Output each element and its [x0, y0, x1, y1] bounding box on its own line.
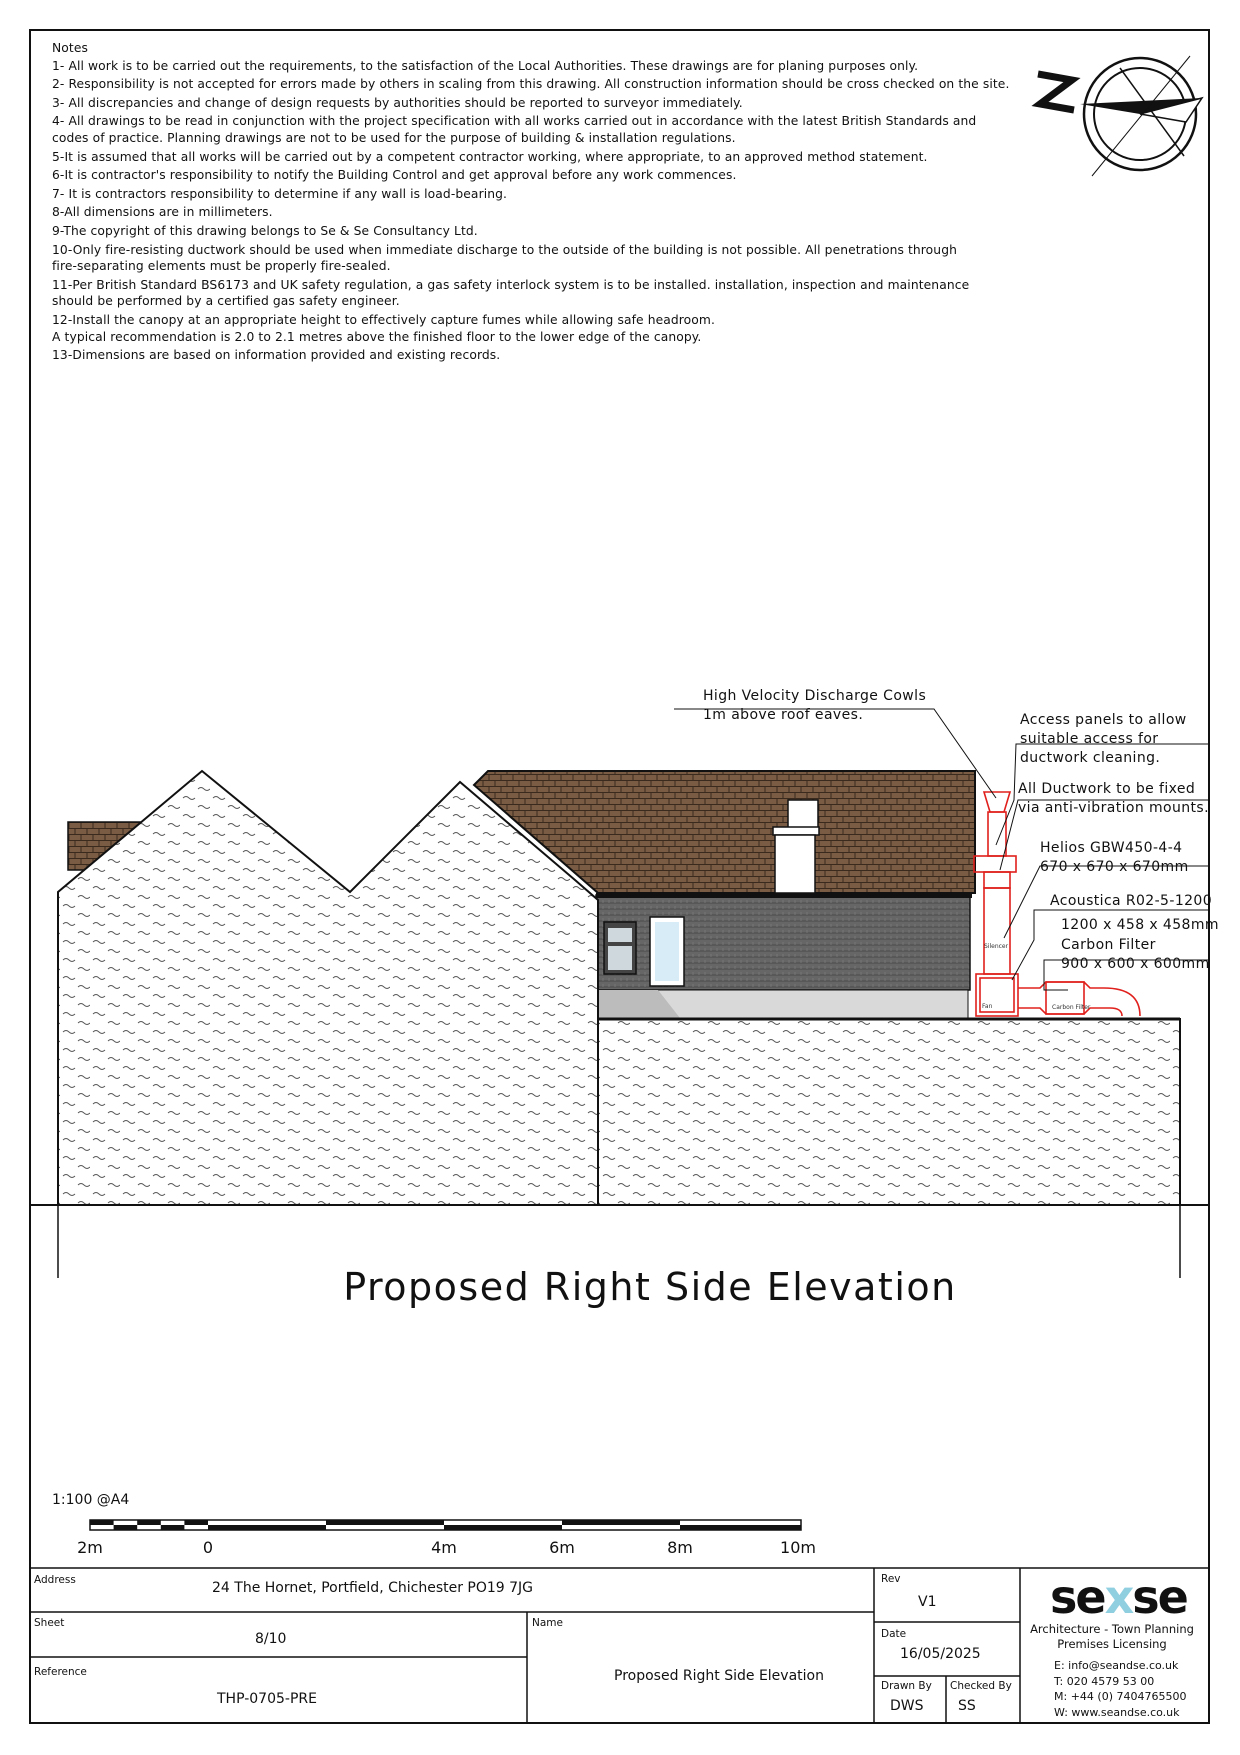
sheet-value: 8/10	[255, 1631, 287, 1647]
north-arrow-icon	[1038, 56, 1202, 176]
address-value: 24 The Hornet, Portfield, Chichester PO19 7JG	[212, 1580, 534, 1596]
name-value: Proposed Right Side Elevation	[614, 1668, 824, 1684]
sheet-label: Sheet	[34, 1617, 65, 1629]
company-services: Architecture - Town Planning Premises Licensing	[1030, 1622, 1194, 1651]
name-label: Name	[532, 1617, 563, 1629]
logo-part: x	[1104, 1570, 1133, 1624]
window-small	[604, 922, 636, 974]
callout-fan: Helios GBW450-4-4 670 x 670 x 670mm	[1040, 840, 1189, 875]
note-12: 12-Install the canopy at an appropriate height to effectively capture fumes while allowing safe headroom. A typical recommendation is 2.0 to 2.1 metres above the finished floor to the lower edge of the canopy.	[52, 312, 716, 344]
note-10: 10-Only fire-resisting ductwork should be used when immediate discharge to the outside of the building is not possible. All penetrations through fire-separating elements must be properly fire-sealed.	[52, 242, 957, 274]
note-5: 5-It is assumed that all works will be carried out by a competent contractor working, where appropriate, to an approved method statement.	[52, 149, 928, 164]
address-label: Address	[34, 1574, 76, 1586]
window-tall	[650, 917, 684, 986]
scale-tick: 8m	[667, 1538, 693, 1557]
date-label: Date	[881, 1628, 907, 1640]
note-11: 11-Per British Standard BS6173 and UK safety regulation, a gas safety interlock system is to be installed. installation, inspection and maintenance should be performed by a certified gas safety engineer.	[52, 277, 970, 309]
boundary-wall	[598, 1019, 1180, 1205]
note-6: 6-It is contractor's responsibility to notify the Building Control and get approval before any work commences.	[52, 168, 737, 183]
note-2: 2- Responsibility is not accepted for errors made by others in scaling from this drawing. All construction information should be cross checked on the site.	[52, 77, 1010, 92]
gable-building	[58, 771, 598, 1205]
eaves-line	[596, 893, 972, 898]
company-contacts	[1054, 1658, 1186, 1720]
checked-by-label: Checked By	[950, 1680, 1012, 1692]
note-4: 4- All drawings to be read in conjunction with the project specification with all works carried out in accordance with the latest British Standards and codes of practice. Planning drawings are not to be used for the purpose of building & installation regulations.	[52, 114, 977, 145]
tag-carbon-filter: Carbon Filter	[1052, 1004, 1091, 1011]
callout-silencer-size: 1200 x 458 x 458mm	[1061, 917, 1219, 933]
note-13: 13-Dimensions are based on information provided and existing records.	[52, 348, 501, 363]
scale-tick: 0	[202, 1538, 214, 1557]
scale-tick: 10m	[780, 1538, 816, 1557]
callout-silencer: Acoustica R02-5-1200	[1050, 893, 1213, 909]
scale-tick: 6m	[549, 1538, 575, 1557]
logo-part: se	[1132, 1570, 1187, 1624]
tag-silencer: Silencer	[984, 943, 1009, 950]
checked-by-value: SS	[958, 1698, 976, 1714]
company-web[interactable]: W: www.seandse.co.uk	[1054, 1705, 1180, 1719]
scale-tick: 4m	[431, 1538, 457, 1557]
drawn-by-value: DWS	[890, 1698, 924, 1714]
note-8: 8-All dimensions are in millimeters.	[52, 205, 273, 220]
scale-label: 1:100 @A4	[52, 1492, 130, 1508]
logo-part: se	[1050, 1570, 1105, 1624]
notes-heading: Notes	[52, 41, 89, 55]
callout-carbon-filter: Carbon Filter 900 x 600 x 600mm	[1061, 937, 1210, 972]
drawing-title: Proposed Right Side Elevation	[343, 1265, 957, 1309]
note-7: 7- It is contractors responsibility to determine if any wall is load-bearing.	[52, 186, 508, 201]
note-1: 1- All work is to be carried out the requirements, to the satisfaction of the Local Authorities. These drawings are for planing purposes only.	[52, 58, 919, 73]
company-mobile: M: +44 (0) 7404765500	[1054, 1690, 1187, 1703]
reference-label: Reference	[34, 1666, 87, 1678]
company-tel: T: 020 4579 53 00	[1054, 1674, 1155, 1688]
scale-tick: 2m	[77, 1538, 103, 1557]
note-3: 3- All discrepancies and change of design requests by authorities should be reported to surveyor immediately.	[52, 95, 743, 110]
tag-fan: Fan	[982, 1003, 993, 1010]
scale-bar	[90, 1520, 801, 1530]
callout-anti-vibration: All Ductwork to be fixed via anti-vibration mounts.	[1018, 781, 1209, 816]
rev-value: V1	[918, 1594, 937, 1610]
rev-label: Rev	[881, 1573, 901, 1585]
date-value: 16/05/2025	[900, 1646, 981, 1662]
note-9: 9-The copyright of this drawing belongs to Se & Se Consultancy Ltd.	[52, 223, 478, 238]
company-email[interactable]: E: info@seandse.co.uk	[1054, 1659, 1179, 1672]
reference-value: THP-0705-PRE	[217, 1691, 317, 1707]
callout-discharge-cowls: High Velocity Discharge Cowls 1m above roof eaves.	[703, 688, 927, 723]
company-logo	[1050, 1570, 1187, 1624]
callout-access-panels: Access panels to allow suitable access for ductwork cleaning.	[1020, 712, 1187, 766]
drawn-by-label: Drawn By	[881, 1680, 932, 1692]
